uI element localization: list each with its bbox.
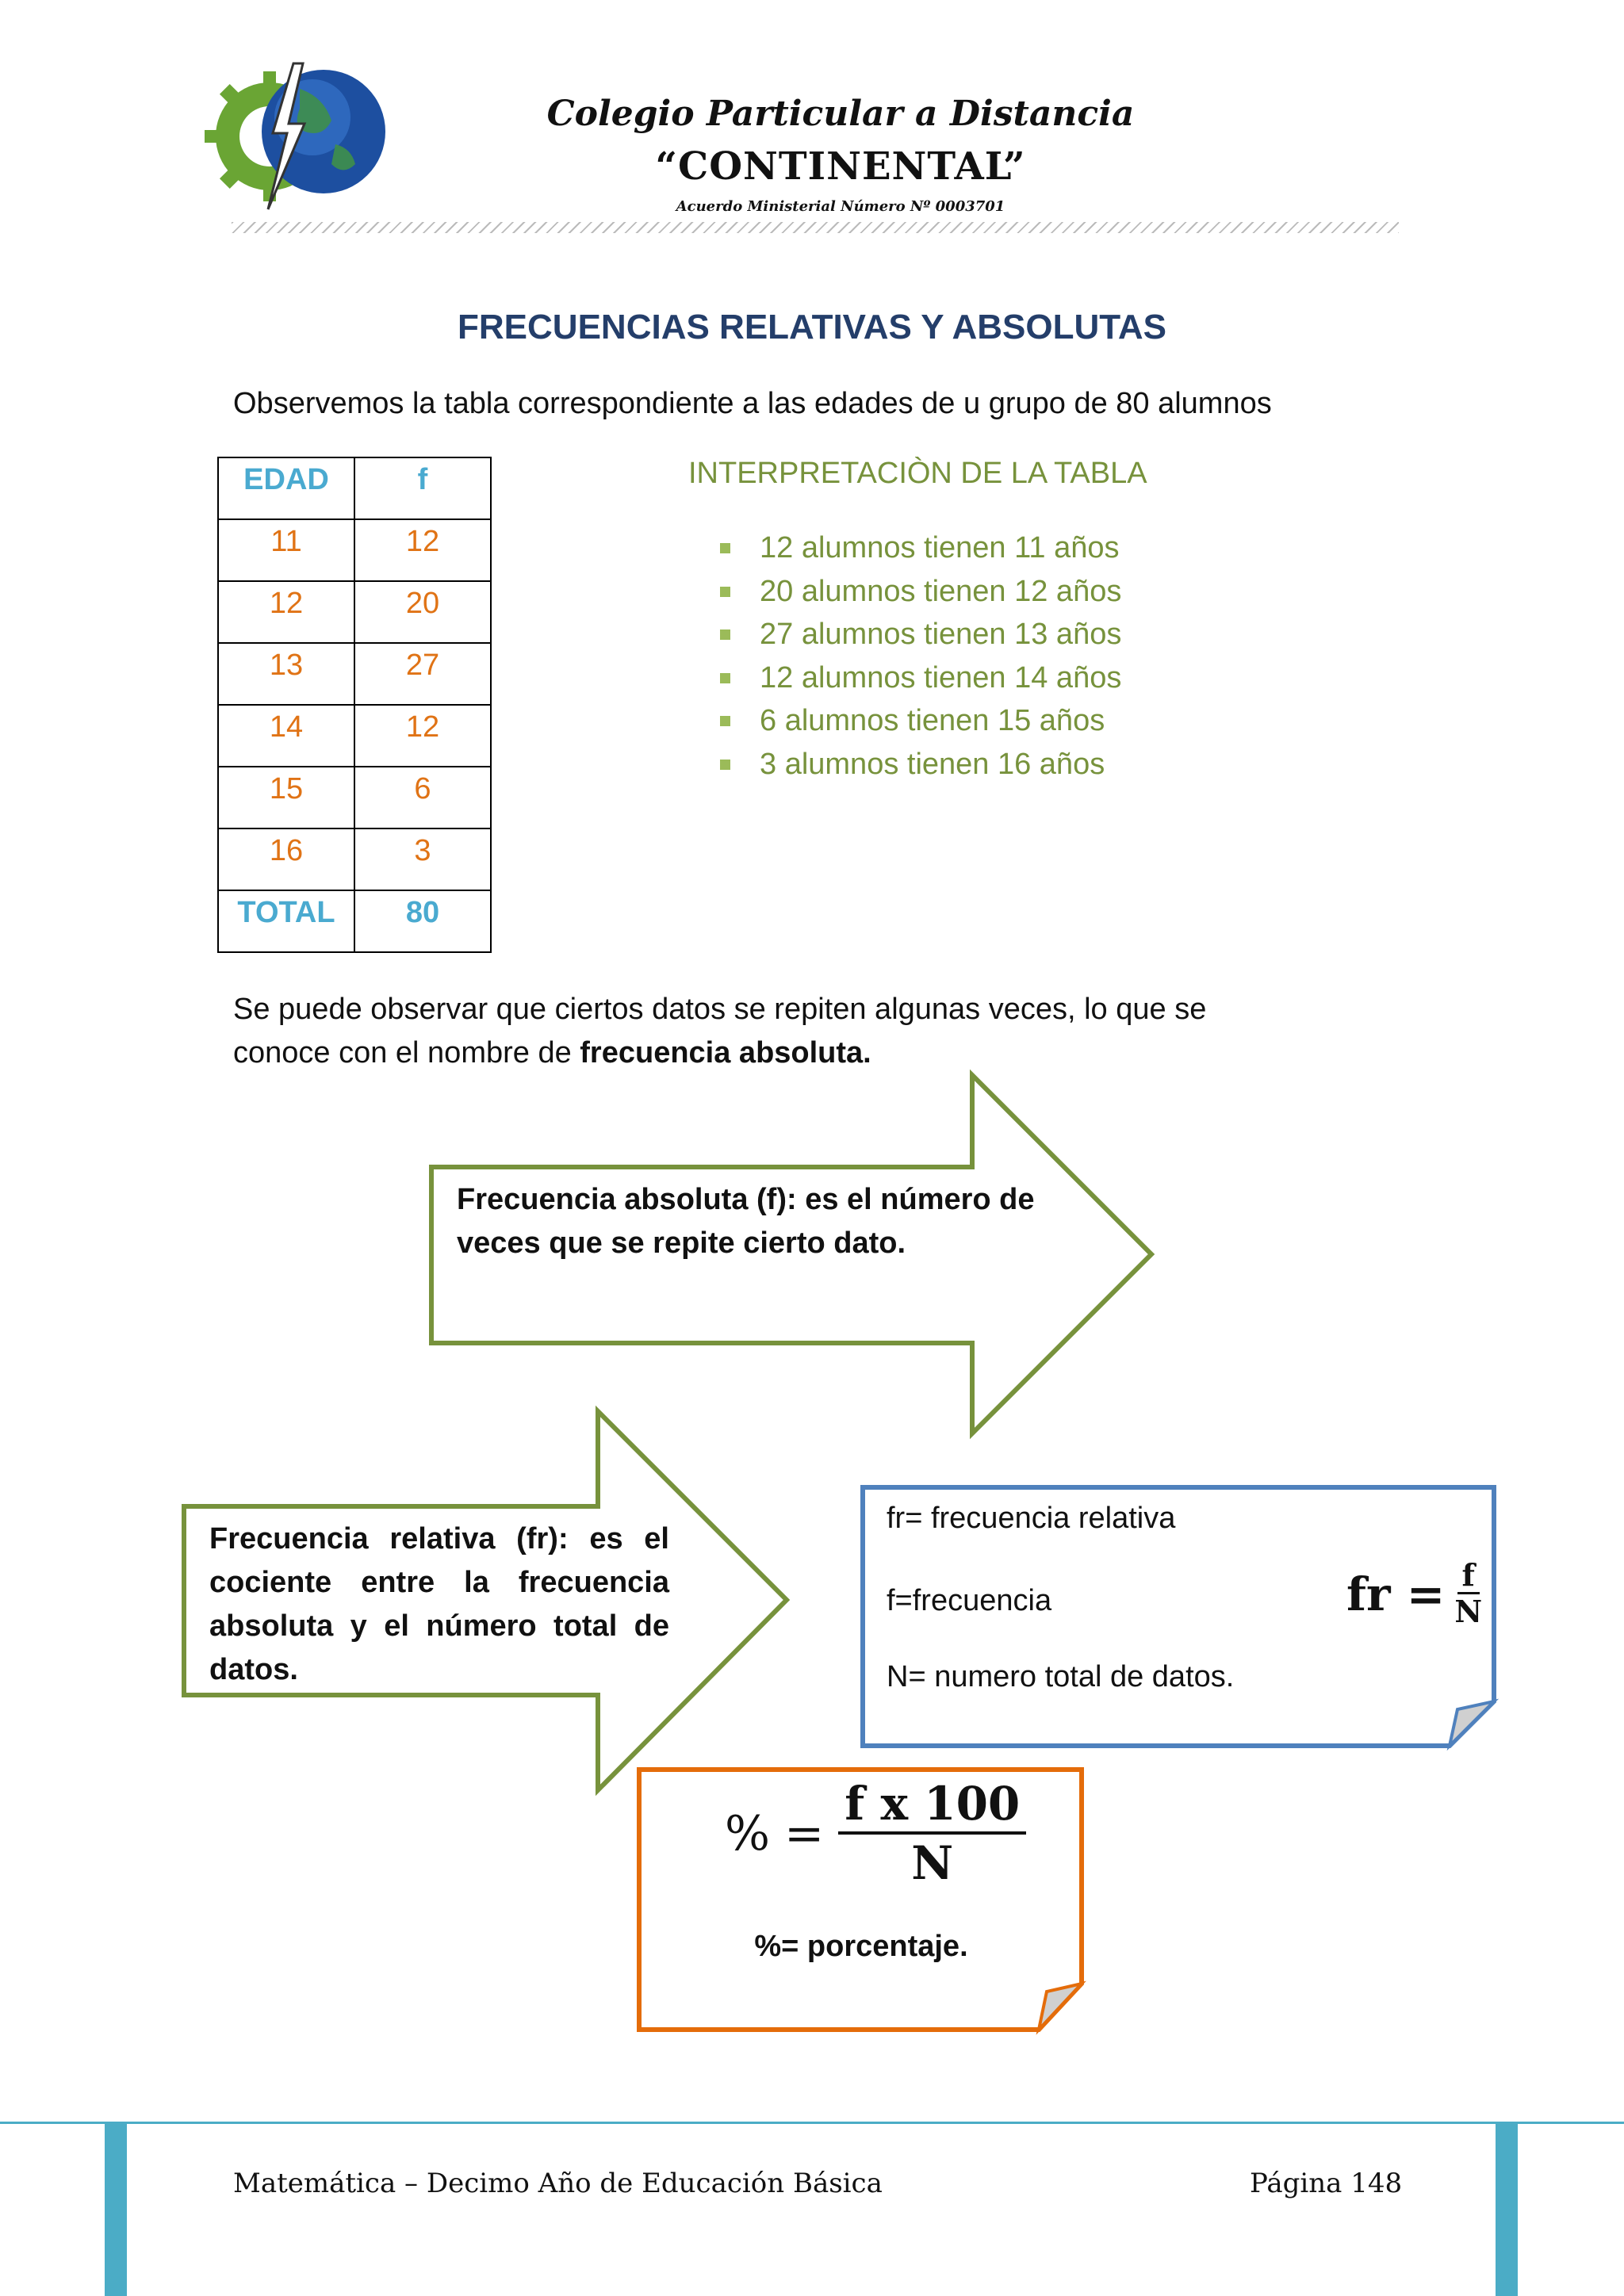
total-label: TOTAL: [218, 890, 354, 952]
percentage-denominator: N: [911, 1836, 954, 1890]
relative-frequency-definition: Frecuencia relativa (fr): es el cociente entre la frecuencia absoluta y el número total de datos.: [209, 1522, 669, 1686]
percentage-label: %= porcentaje.: [754, 1930, 968, 1963]
list-item-text: 20 alumnos tienen 12 años: [760, 574, 1122, 608]
school-name: Colegio Particular a Distancia: [546, 94, 1135, 134]
footer-divider: [0, 2122, 1624, 2124]
formula-fraction: [1454, 1559, 1482, 1629]
age-cell: 14: [218, 705, 354, 767]
age-cell: 13: [218, 643, 354, 705]
list-item-text: 12 alumnos tienen 11 años: [760, 531, 1120, 564]
header-age: EDAD: [218, 457, 354, 519]
footer-right-bar: [1496, 2123, 1518, 2296]
frequency-cell: 27: [354, 643, 491, 705]
legend-fr: fr= frecuencia relativa: [887, 1502, 1176, 1535]
frequency-cell: 20: [354, 581, 491, 643]
age-cell: 16: [218, 828, 354, 890]
paragraph-line-2: conoce con el nombre de: [233, 1036, 580, 1070]
age-cell: 12: [218, 581, 354, 643]
folded-corner-icon: [1450, 1701, 1494, 1746]
footer-left-bar: [105, 2123, 127, 2296]
list-item-text: 6 alumnos tienen 15 años: [760, 704, 1105, 737]
header-frequency: f: [354, 457, 491, 519]
formula-numerator: f: [1457, 1559, 1480, 1594]
page-title: FRECUENCIAS RELATIVAS Y ABSOLUTAS: [458, 308, 1166, 346]
absolute-frequency-definition: Frecuencia absoluta (f): es el número de veces que se repite cierto dato.: [457, 1183, 1035, 1260]
relative-frequency-formula: [1346, 1559, 1482, 1629]
percentage-fraction: [838, 1776, 1026, 1892]
paragraph-bold-term: frecuencia absoluta.: [580, 1036, 871, 1070]
paragraph-line-1: Se puede observar que ciertos datos se repiten algunas veces, lo que se: [233, 993, 1207, 1026]
list-item-text: 12 alumnos tienen 14 años: [760, 660, 1122, 695]
frequency-cell: 6: [354, 767, 491, 828]
frequency-cell: 3: [354, 828, 491, 890]
frequency-cell: 12: [354, 705, 491, 767]
formula-lhs: fr =: [1346, 1567, 1446, 1621]
footer-subject: Matemática – Decimo Año de Educación Básica: [233, 2168, 883, 2199]
list-item-text: 27 alumnos tienen 13 años: [760, 618, 1122, 651]
ministerial-agreement: Acuerdo Ministerial Número Nº 0003701: [676, 198, 1005, 215]
percentage-numerator: f x 100: [838, 1776, 1026, 1835]
total-value: 80: [354, 890, 491, 952]
frequency-cell: 12: [354, 519, 491, 581]
legend-f: f=frecuencia: [887, 1584, 1052, 1617]
percentage-formula: [725, 1776, 1026, 1892]
page-number: Página 148: [1250, 2168, 1403, 2199]
intro-text: Observemos la tabla correspondiente a las edades de u grupo de 80 alumnos: [233, 387, 1272, 420]
age-cell: 11: [218, 519, 354, 581]
age-cell: 15: [218, 767, 354, 828]
formula-denominator: N: [1454, 1594, 1483, 1629]
list-item-text: 3 alumnos tienen 16 años: [760, 747, 1105, 781]
legend-n: N= numero total de datos.: [887, 1660, 1235, 1693]
equals-sign: =: [784, 1806, 825, 1862]
school-brand: “CONTINENTAL”: [655, 144, 1026, 189]
interpretation-title: INTERPRETACIÒN DE LA TABLA: [688, 457, 1147, 490]
percent-symbol: %: [725, 1806, 771, 1862]
